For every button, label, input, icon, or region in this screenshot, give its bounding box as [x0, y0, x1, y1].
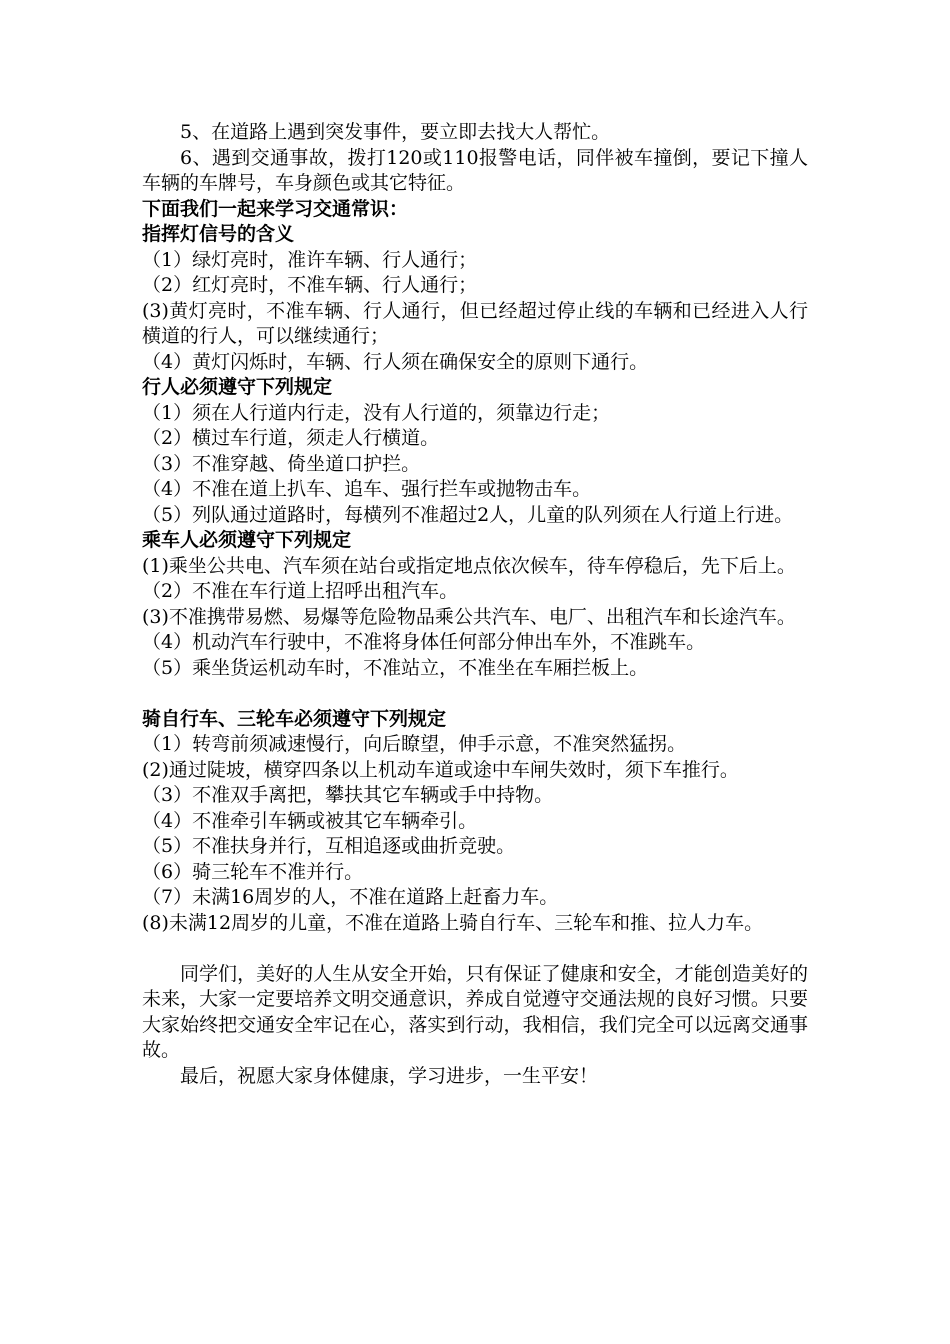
- intro-item: 5、在道路上遇到突发事件，要立即去找大人帮忙。: [180, 121, 611, 143]
- passenger-item: (1)乘坐公共电、汽车须在站台或指定地点依次候车，待车停稳后，先下后上。: [142, 554, 796, 577]
- pedestrian-heading: 行人必须遵守下列规定: [142, 376, 333, 398]
- intro-item: 6、遇到交通事故，拨打120或110报警电话，同伴被车撞倒，要记下撞人车辆的车牌号，车身颜色或其它特征。: [142, 146, 808, 194]
- pedestrian-item: （5）列队通过道路时，每横列不准超过2人，儿童的队列须在人行道上行进。: [142, 503, 794, 526]
- cyclist-item: （1）转弯前须减速慢行，向后瞭望，伸手示意，不准突然猛拐。: [142, 733, 687, 755]
- signal-item: (3)黄灯亮时，不准车辆、行人通行，但已经超过停止线的车辆和已经进入人行横道的行人，可以继续通行；: [142, 299, 808, 347]
- signal-item: （1）绿灯亮时，准许车辆、行人通行；: [142, 248, 478, 271]
- document-body: [142, 120, 808, 1089]
- cyclist-item: （4）不准牵引车辆或被其它车辆牵引。: [142, 809, 478, 832]
- blank-line: [142, 936, 808, 962]
- passenger-item: (3)不准携带易燃、易爆等危险物品乘公共汽车、电厂、出租汽车和长途汽车。: [142, 605, 796, 628]
- pedestrian-item: （3）不准穿越、倚坐道口护拦。: [142, 452, 421, 475]
- closing-paragraph: 同学们，美好的人生从安全开始，只有保证了健康和安全，才能创造美好的未来，大家一定要培养文明交通意识，养成自觉遵守交通法规的良好习惯。只要大家始终把交通安全牢记在心，落实到行动，我相信，我们完全可以远离交通事故。: [142, 962, 808, 1061]
- passenger-item: （4）机动汽车行驶中，不准将身体任何部分伸出车外，不准跳车。: [142, 631, 706, 653]
- signal-item: （2）红灯亮时，不准车辆、行人通行；: [142, 274, 478, 296]
- passenger-item: （5）乘坐货运机动车时，不准站立，不准坐在车厢拦板上。: [142, 656, 649, 679]
- passenger-item: （2）不准在车行道上招呼出租汽车。: [142, 580, 459, 602]
- pedestrian-item: （2）横过车行道，须走人行横道。: [142, 427, 440, 449]
- cyclist-item: (8)未满12周岁的儿童，不准在道路上骑自行车、三轮车和推、拉人力车。: [142, 911, 764, 934]
- cyclist-item: （6）骑三轮车不准并行。: [142, 860, 364, 883]
- signal-heading: 指挥灯信号的含义: [142, 223, 295, 245]
- pedestrian-item: （4）不准在道上扒车、追车、强行拦车或抛物击车。: [142, 478, 592, 500]
- passenger-heading: 乘车人必须遵守下列规定: [142, 529, 352, 551]
- main-heading: 下面我们一起来学习交通常识：: [142, 197, 409, 220]
- blank-line: [142, 681, 808, 707]
- pedestrian-item: （1）须在人行道内行走，没有人行道的，须靠边行走；: [142, 401, 611, 424]
- cyclist-item: (2)通过陡坡，横穿四条以上机动车道或途中车闸失效时，须下车推行。: [142, 758, 739, 781]
- cyclist-item: （5）不准扶身并行，互相追逐或曲折竞驶。: [142, 835, 516, 857]
- cyclist-item: （7）未满16周岁的人，不准在道路上赶畜力车。: [142, 886, 559, 908]
- cyclist-heading: 骑自行车、三轮车必须遵守下列规定: [142, 707, 447, 730]
- cyclist-item: （3）不准双手离把，攀扶其它车辆或手中持物。: [142, 784, 554, 806]
- signal-item: （4）黄灯闪烁时，车辆、行人须在确保安全的原则下通行。: [142, 350, 649, 373]
- closing-paragraph: 最后，祝愿大家身体健康，学习进步，一生平安！: [180, 1064, 599, 1087]
